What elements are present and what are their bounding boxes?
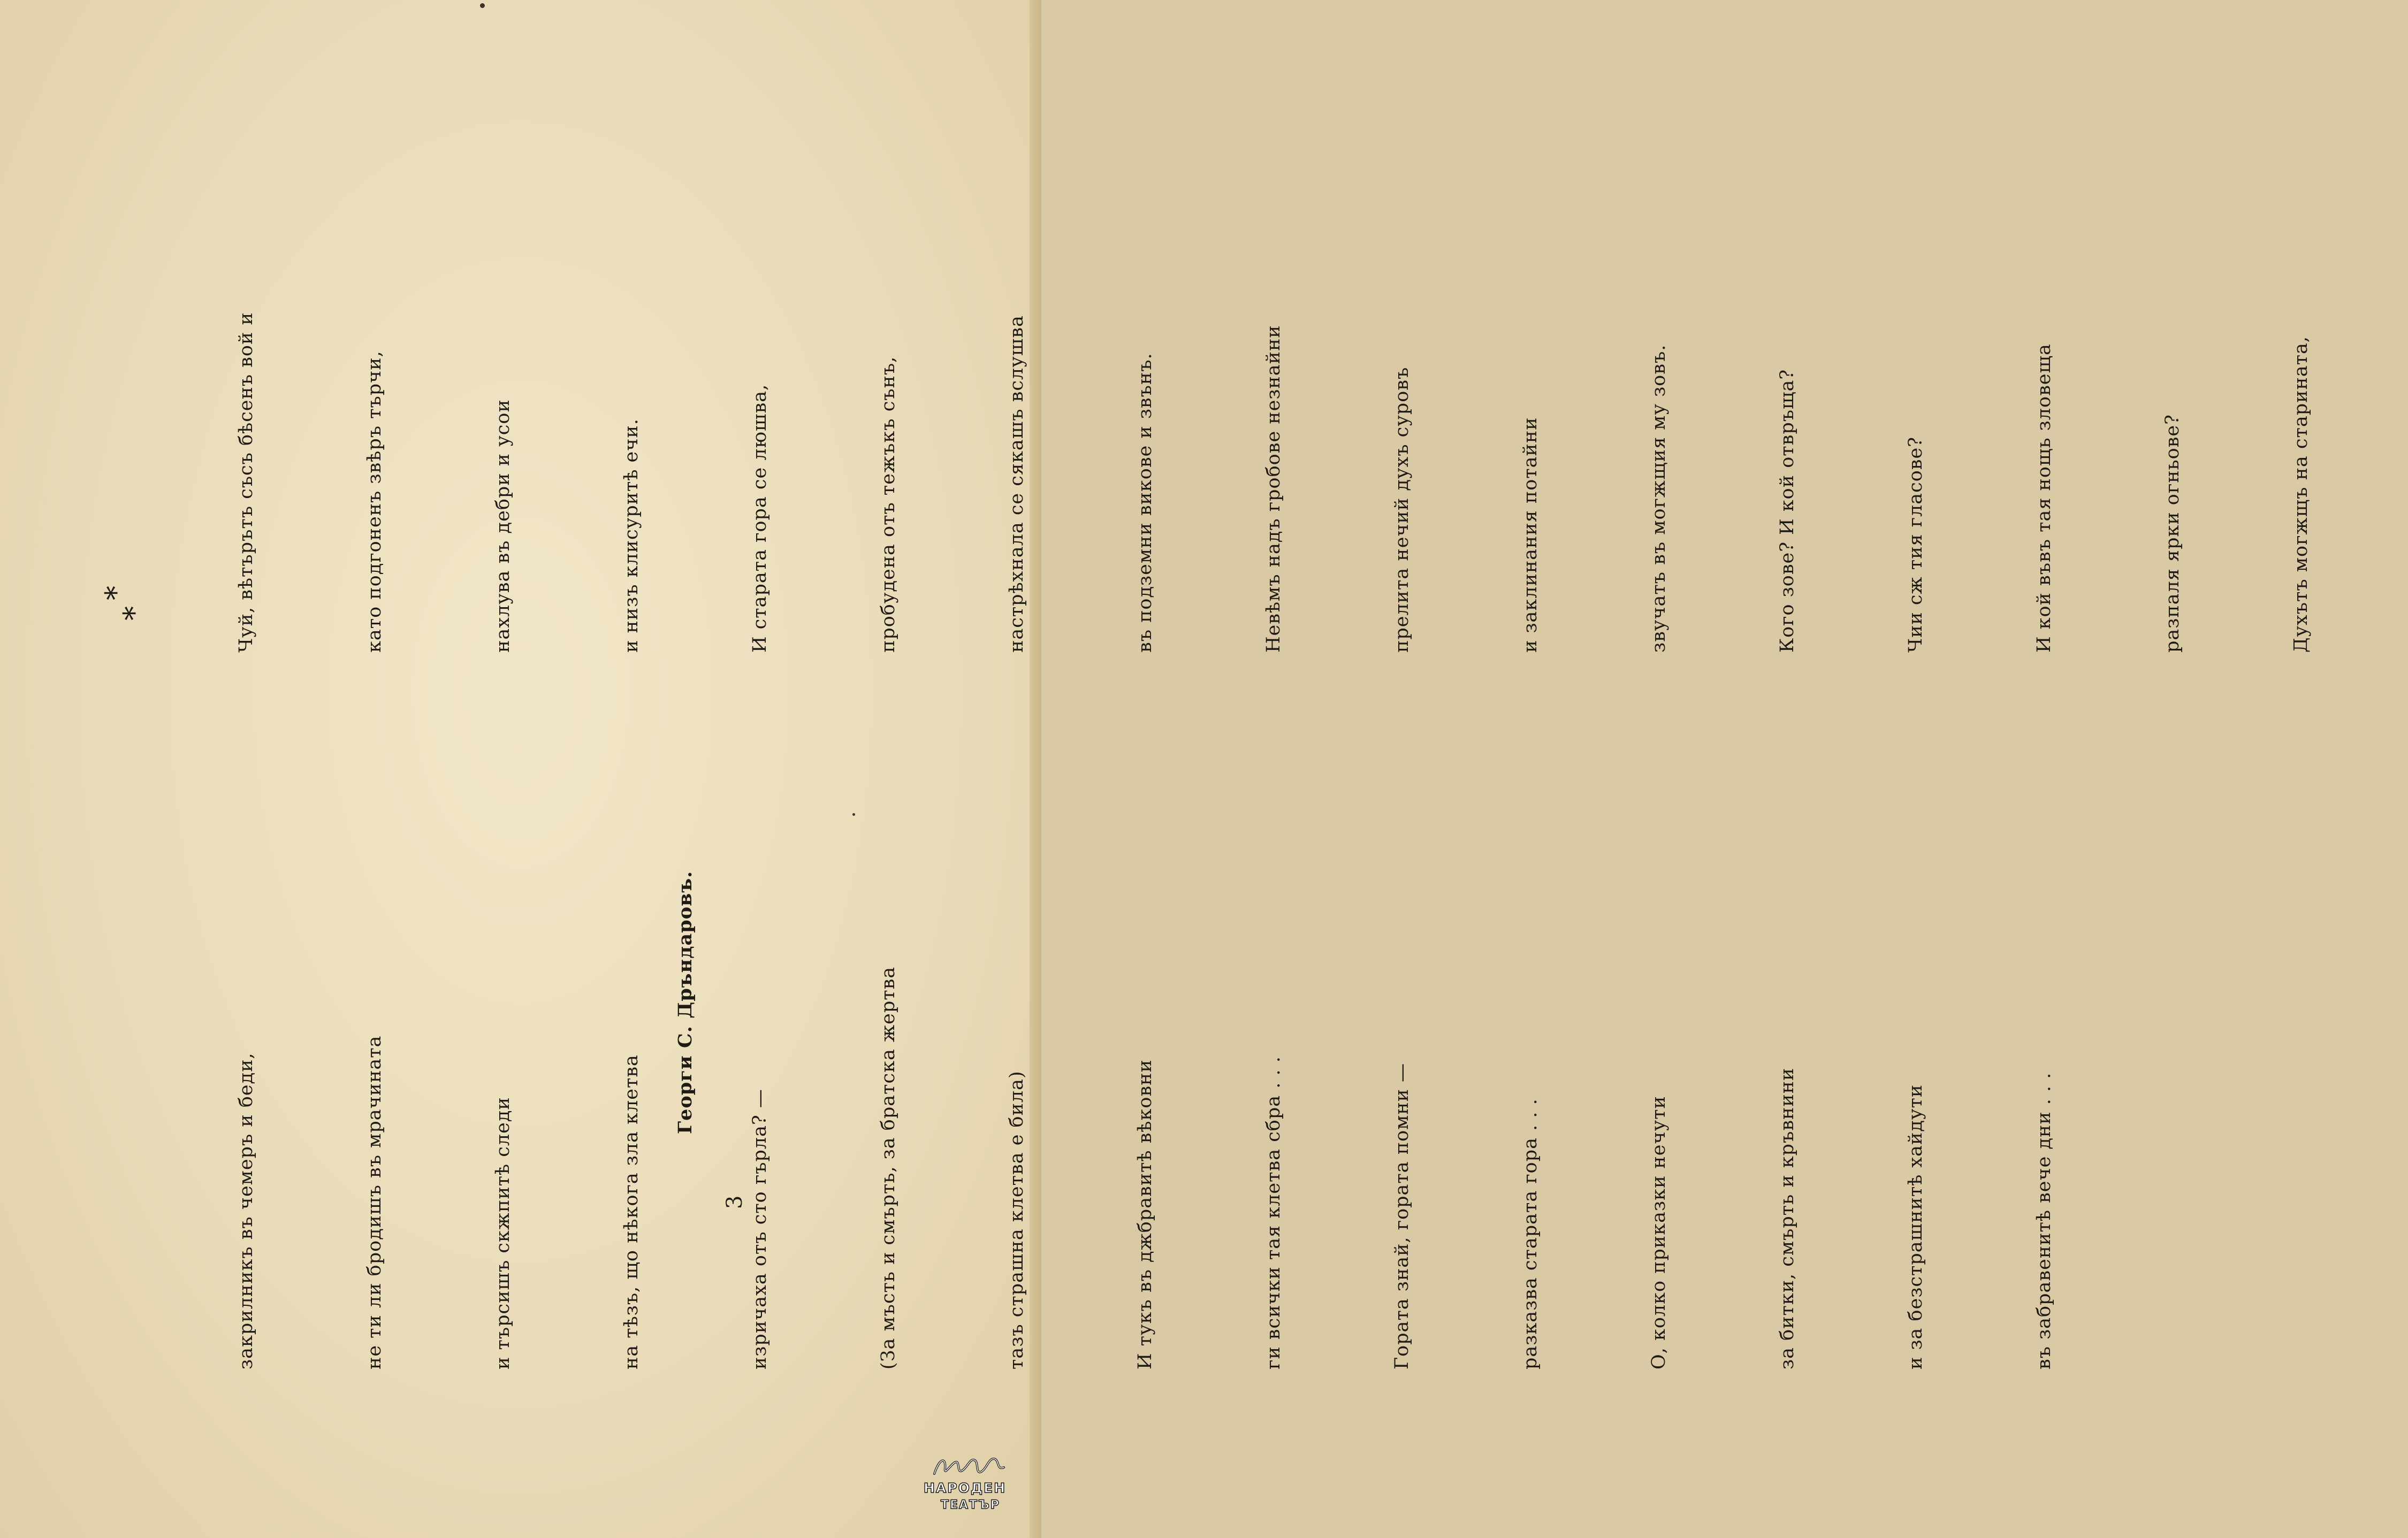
poem-line: тазъ страшна клетва е била) [1006,1070,1027,1369]
poem-line: за битки, смърть и кръвнини [1777,1067,1798,1369]
poem-line: Чии сж тия гласове? [1905,437,1926,653]
section-stars [99,567,151,631]
poem-line: и за безстрашнитѣ хайдути [1905,1084,1926,1369]
poem-line: Чуй, вѣтърътъ съсъ бѣсенъ вой и [235,312,257,653]
stamp-subtitle: ТЕАТЪР [941,1498,1000,1512]
poem-line: и търсишъ скжпитѣ следи [492,1097,514,1369]
page-number: 3 [722,1195,747,1209]
poem-line: Гората знай, гората помни — [1391,1062,1413,1369]
poem-line: И старата гора се люшва, [749,384,771,653]
author-signature: Георги С. Дръндаровъ. [674,870,696,1134]
poem-line: въ подземни викове и звънъ. [1134,353,1156,653]
poem-line: и заклинания потайни [1520,417,1541,653]
poem-line: нахлува въ дебри и усои [492,399,514,653]
poem-line: Духътъ могжщъ на старината, [2290,335,2312,653]
poem-line: И тукъ въ джбравитѣ вѣковни [1134,1059,1156,1369]
poem-line: въ забравенитѣ вече дни . . . [2033,1072,2055,1369]
poem-column-left [139,312,2408,653]
ink-speck [480,3,485,8]
star-mark: * [117,606,151,621]
signature-script-icon [930,1452,1010,1485]
poem-line: Невѣмъ надъ гробове незнайни [1263,325,1284,653]
poem-line: разказва старата гора . . . [1520,1098,1541,1369]
poem-line: пробудена отъ тежъкъ сънъ, [878,356,899,653]
poem-line: Кого зове? И кой отвръща? [1777,369,1798,653]
stamp-name: НАРОДЕН [924,1480,1007,1496]
poem-line: звучатъ въ могжщия му зовъ. [1648,344,1670,653]
theatre-stamp-logo [914,1452,1021,1525]
poem-line: разпаля ярки огньове? [2162,414,2183,653]
star-mark: * [99,586,133,600]
poem-line: като подгоненъ звѣръ търчи, [364,350,385,653]
poem-line: и низъ клисуритѣ ечи. [621,418,642,653]
poem-line: настрѣхнала се сякашъ вслушва [1006,315,1027,653]
poem-line: ги всички тая клетва сбра . . . [1263,1056,1284,1369]
rotated-text-block [99,139,2312,1369]
poem-line: на тѣзъ, що нѣкога зла клетва [621,1054,642,1369]
poem-line: прелита нечий духъ суровъ [1391,366,1413,653]
poem-line: И кой въвъ тая нощь зловеща [2033,343,2055,653]
poem-line: не ти ли бродишъ въ мрачината [364,1035,385,1369]
poem-line: О, колко приказки нечути [1648,1096,1670,1369]
poem-line: закрилникъ въ чемеръ и беди, [235,1052,257,1369]
poem-line: изричаха отъ сто гърла? — [749,1089,771,1369]
poem-line: (За мъсть и смърть, за братска жертва [878,966,899,1369]
poem-column-right [139,967,2151,1369]
